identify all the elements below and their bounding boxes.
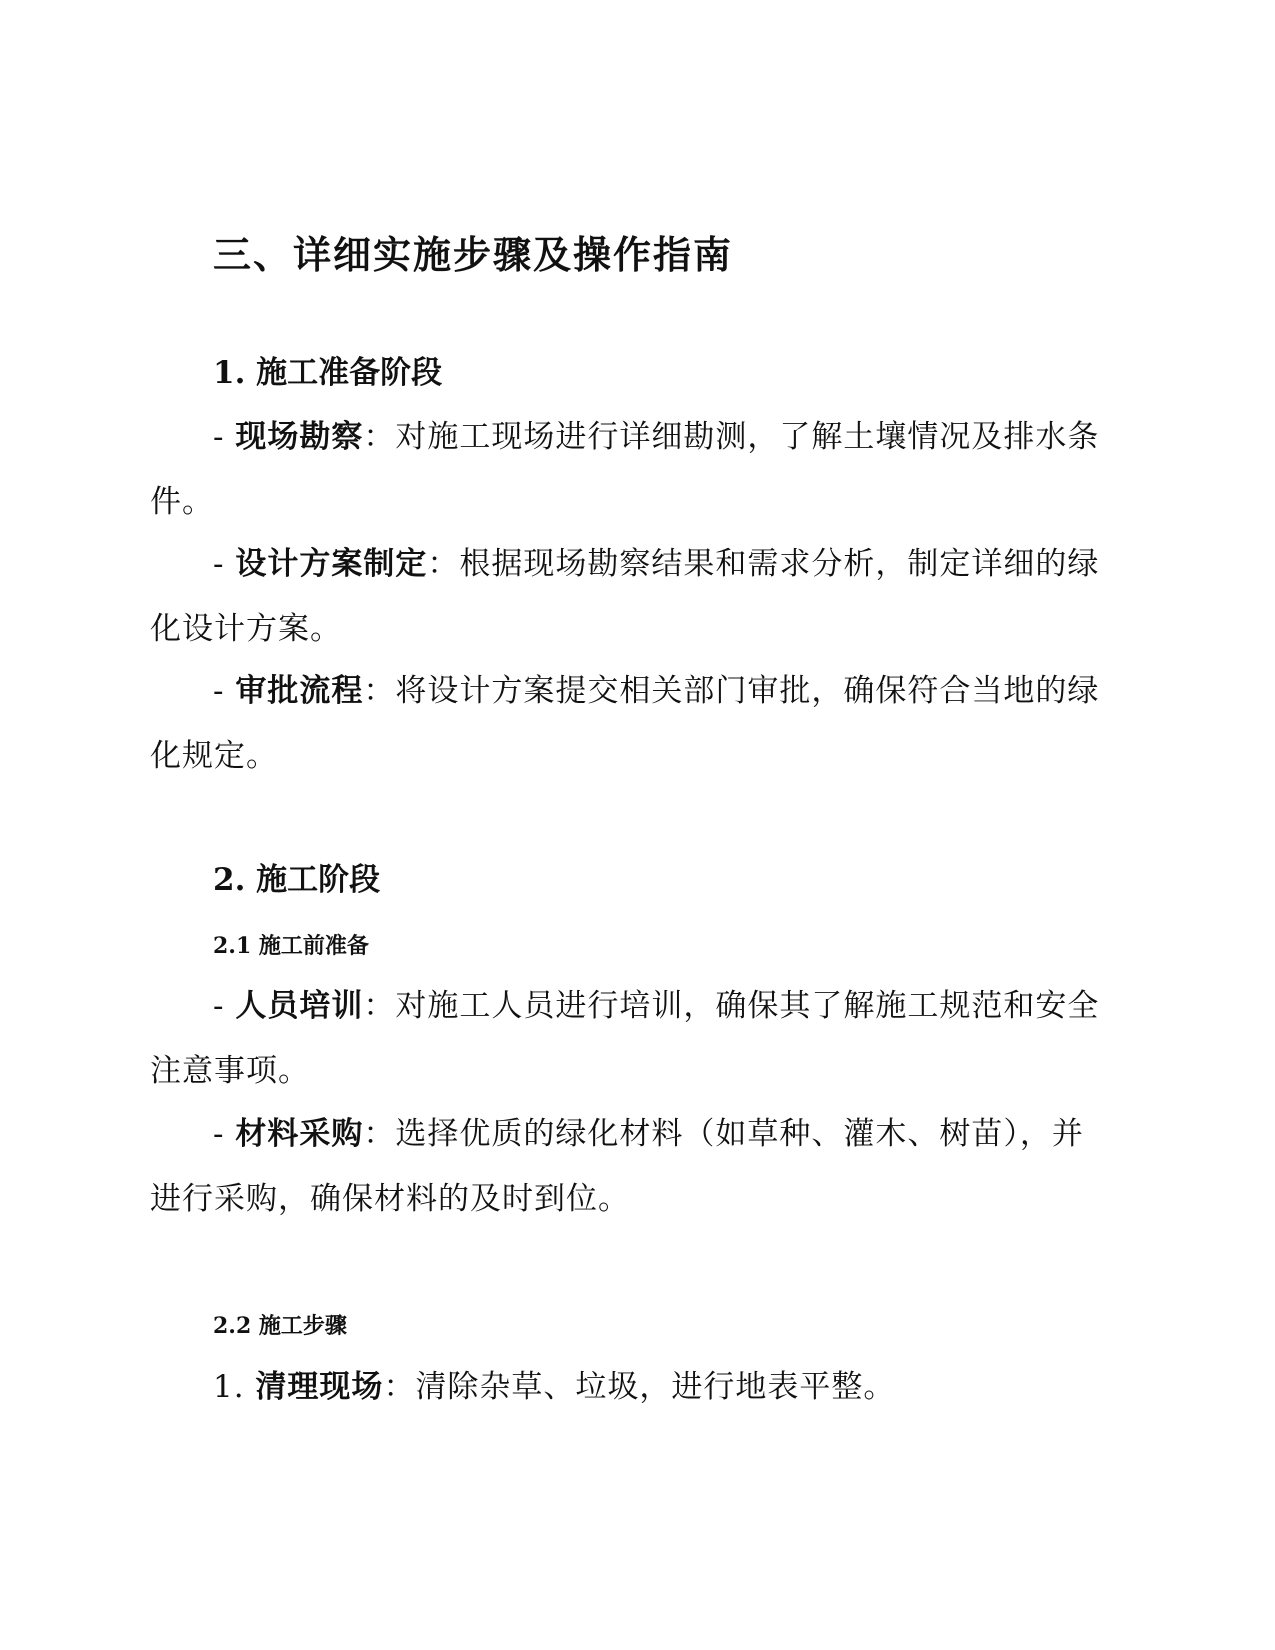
subsection-heading-pre-construction: 2.1 施工前准备	[213, 933, 369, 959]
item-prefix: -	[213, 419, 236, 455]
subsection-heading-steps: 2.2 施工步骤	[213, 1313, 347, 1339]
item-term: 清理现场	[255, 1369, 384, 1405]
section-heading-preparation: 1. 施工准备阶段	[213, 355, 443, 391]
item-prefix: -	[213, 546, 236, 582]
list-item-site-survey	[150, 405, 1100, 535]
page-title: 三、详细实施步骤及操作指南	[213, 233, 734, 277]
item-text: 根据现场勘察结果和需求分析，制定详细的绿化设计方案。	[150, 546, 1100, 647]
item-term: 人员培训	[235, 988, 364, 1024]
item-text: 对施工人员进行培训，确保其了解施工规范和安全注意事项。	[150, 988, 1100, 1089]
item-colon: ：	[363, 988, 396, 1024]
list-item-material-purchase	[150, 1102, 1100, 1232]
item-colon: ：	[427, 546, 460, 582]
item-text: 对施工现场进行详细勘测，了解土壤情况及排水条件。	[150, 419, 1100, 520]
section-heading-construction: 2. 施工阶段	[213, 862, 381, 898]
item-prefix: -	[213, 1116, 236, 1152]
item-text: 清除杂草、垃圾，进行地表平整。	[415, 1369, 896, 1405]
list-item-approval	[150, 659, 1100, 789]
item-term: 材料采购	[235, 1116, 364, 1152]
list-item-staff-training	[150, 974, 1100, 1104]
item-prefix: 1.	[213, 1369, 256, 1405]
item-prefix: -	[213, 988, 236, 1024]
list-item-site-clearing	[150, 1355, 1100, 1420]
item-text: 选择优质的绿化材料（如草种、灌木、树苗），并进行采购，确保材料的及时到位。	[150, 1116, 1084, 1217]
item-prefix: -	[213, 673, 236, 709]
item-colon: ：	[383, 1369, 416, 1405]
item-colon: ：	[363, 1116, 396, 1152]
item-term: 审批流程	[235, 673, 364, 709]
item-colon: ：	[363, 673, 396, 709]
list-item-design-plan	[150, 532, 1100, 662]
item-term: 设计方案制定	[235, 546, 428, 582]
item-text: 将设计方案提交相关部门审批，确保符合当地的绿化规定。	[150, 673, 1100, 774]
item-colon: ：	[363, 419, 396, 455]
item-term: 现场勘察	[235, 419, 364, 455]
